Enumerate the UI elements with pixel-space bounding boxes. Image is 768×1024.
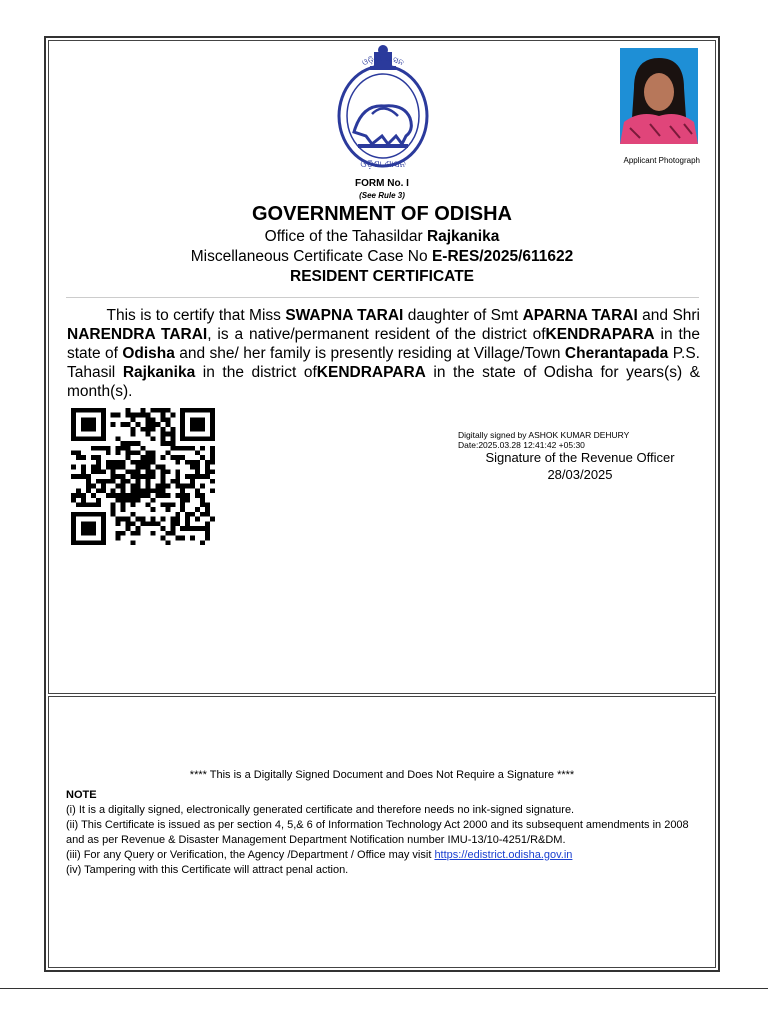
certificate-body: This is to certify that Miss SWAPNA TARAI daughter of Smt APARNA TARAI and Shri NARENDRA TARAI, is a native/permanent resident of the district ofKENDRAPARA in the state of Odisha and she/ her family is presently residing at Village/Town Cherantapada P.S. Tahasil Rajkanika in the district ofKENDRAPARA in the state of Odisha for years(s) & month(s). <box>67 307 701 400</box>
applicant-photograph <box>620 48 698 144</box>
state: Odisha <box>122 345 175 362</box>
tahasil: Rajkanika <box>122 364 196 381</box>
qr-code[interactable] <box>71 408 215 545</box>
note-item: (ii) This Certificate is issued as per section 4, 5,& 6 of Information Technology Act 2000 and its subsequent amendments in 2008 and as per Revenue & Disaster Management Department Notification number IMU-13/10-4251/R&DM. <box>66 819 689 846</box>
signature-date: 28/03/2025 <box>547 467 613 482</box>
odisha-emblem-icon <box>322 44 444 170</box>
note-item: (iv) Tampering with this Certificate will attract penal action. <box>66 864 349 876</box>
note-item: (iii) For any Query or Verification, the Agency /Department / Office may visit https://edistrict.odisha.gov.in <box>66 849 573 861</box>
edistrict-link[interactable]: https://edistrict.odisha.gov.in <box>434 849 573 861</box>
case-number: E-RES/2025/611622 <box>431 248 574 265</box>
digital-document-note: **** This is a Digitally Signed Document and Does Not Require a Signature **** <box>189 769 575 781</box>
certificate-title: RESIDENT CERTIFICATE <box>290 268 474 285</box>
district-2: KENDRAPARA <box>316 364 426 381</box>
photo-caption: Applicant Photograph <box>623 156 700 165</box>
emblem-text-top: ଓଡ଼ିଶା ଶାସନ <box>360 53 406 68</box>
note-heading: NOTE <box>66 789 97 801</box>
title-divider <box>66 297 699 298</box>
signature-title: Signature of the Revenue Officer <box>485 450 675 465</box>
notes <box>66 788 706 878</box>
digital-sign-date: Date:2025.03.28 12:41:42 +05:30 <box>458 440 585 450</box>
emblem-text-bottom: ଓଡ଼ିଶା ଶାସନ <box>360 160 406 170</box>
case-line: Miscellaneous Certificate Case No E-RES/2025/611622 <box>190 248 574 265</box>
page-divider <box>0 988 768 989</box>
father-name: NARENDRA TARAI <box>67 326 208 343</box>
district: KENDRAPARA <box>545 326 655 343</box>
mother-name: APARNA TARAI <box>522 307 638 324</box>
applicant-name: SWAPNA TARAI <box>285 307 404 324</box>
form-number: FORM No. I <box>355 178 409 189</box>
government-title: GOVERNMENT OF ODISHA <box>251 203 512 225</box>
office-line: Office of the Tahasildar Rajkanika <box>264 228 500 245</box>
office-name: Rajkanika <box>426 228 500 245</box>
note-item: (i) It is a digitally signed, electronically generated certificate and therefore needs no ink-signed signature. <box>66 804 575 816</box>
see-rule: (See Rule 3) <box>359 191 405 200</box>
village: Cherantapada <box>564 345 669 362</box>
digital-signer: Digitally signed by ASHOK KUMAR DEHURY <box>458 430 630 440</box>
digital-signature-stamp <box>458 430 629 450</box>
